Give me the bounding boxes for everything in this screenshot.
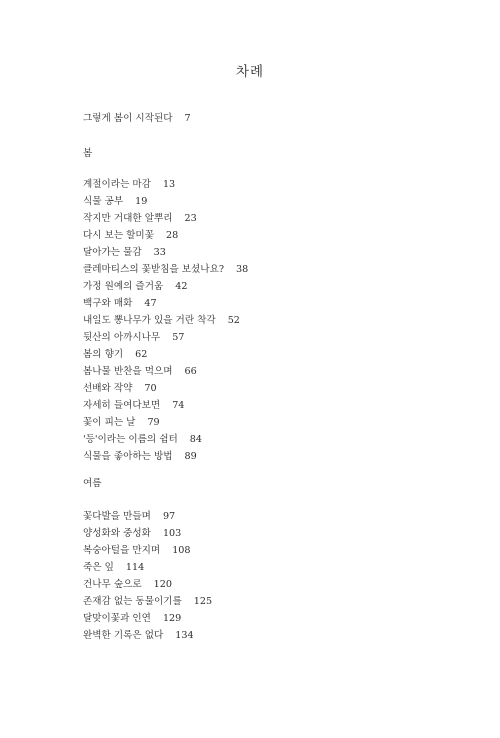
toc-entry-label: '등'이라는 이름의 쉼터 — [83, 434, 178, 445]
toc-entry-page: 70 — [144, 383, 157, 394]
toc-entry-label: 뒷산의 아까시나무 — [83, 332, 161, 343]
toc-entry-page: 57 — [172, 332, 185, 343]
toc-entry-label: 죽은 잎 — [83, 562, 114, 573]
toc-entry — [83, 179, 175, 191]
toc-entry-label: 선배와 작약 — [83, 383, 133, 394]
toc-entry — [83, 579, 172, 591]
toc-entry-page: 52 — [227, 315, 240, 326]
toc-entry — [83, 417, 160, 429]
toc-entry-page: 33 — [153, 247, 166, 258]
toc-entry-label: 가정 원예의 즐거움 — [83, 281, 164, 292]
page-title: 차례 — [235, 64, 265, 80]
toc-entry-page: 114 — [125, 562, 145, 573]
toc-entry — [83, 332, 184, 344]
toc-entry — [83, 315, 240, 327]
toc-entry-label: 클레마티스의 꽃받침을 보셨나요? — [83, 264, 224, 275]
toc-entry-label: 꽃다발을 만들며 — [83, 511, 151, 522]
toc-entry — [83, 596, 212, 608]
toc-entry-page: 74 — [172, 400, 185, 411]
toc-entry-label: 식물을 좋아하는 방법 — [83, 451, 173, 462]
toc-entry-page: 79 — [147, 417, 160, 428]
toc-entry-label: 봄의 향기 — [83, 349, 124, 360]
toc-entry-label: 백구와 매화 — [83, 298, 133, 309]
toc-entry-page: 97 — [162, 511, 176, 522]
toc-entry — [83, 196, 147, 208]
toc-entry-page: 13 — [162, 179, 176, 190]
toc-entry-page: 38 — [236, 264, 249, 275]
toc-entry — [83, 230, 178, 242]
toc-entry-label: 건나무 숲으로 — [83, 579, 142, 590]
toc-entry-label: 계절이라는 마감 — [83, 179, 151, 190]
toc-entry — [83, 613, 181, 625]
toc-entry-page: 120 — [153, 579, 172, 590]
toc-entry — [83, 630, 194, 642]
toc-entry-page: 19 — [135, 196, 148, 207]
toc-entry-page: 125 — [193, 596, 213, 607]
toc-entry — [83, 528, 181, 540]
toc-entry — [83, 562, 144, 574]
toc-entry-page: 129 — [162, 613, 182, 624]
toc-entry-label: 그렇게 봄이 시작된다 — [83, 113, 173, 124]
toc-entry-label: 양성화와 중성화 — [83, 528, 151, 539]
toc-entry — [83, 264, 248, 276]
toc-entry-prologue — [83, 113, 191, 125]
toc-entry-page: 66 — [184, 366, 197, 377]
toc-entry-page: 42 — [175, 281, 188, 292]
section-heading-spring: 봄 — [83, 148, 93, 159]
toc-entry-page: 108 — [172, 545, 191, 556]
toc-entry — [83, 281, 187, 293]
toc-entry-label: 꽃이 피는 날 — [83, 417, 136, 428]
toc-entry — [83, 545, 191, 557]
toc-entry-page: 103 — [162, 528, 182, 539]
toc-entry-page: 7 — [184, 113, 191, 124]
toc-entry-label: 복숭아털을 만지며 — [83, 545, 161, 556]
toc-entry-page: 134 — [175, 630, 194, 641]
toc-entry-page: 84 — [189, 434, 203, 445]
toc-entry — [83, 366, 197, 378]
toc-entry-page: 47 — [144, 298, 157, 309]
toc-entry-label: 내일도 뽕나무가 있을 거란 착각 — [83, 315, 216, 326]
toc-entry — [83, 400, 184, 412]
toc-entry-page: 28 — [165, 230, 179, 241]
toc-entry-label: 식물 공부 — [83, 196, 124, 207]
toc-entry-label: 달맞이꽃과 인연 — [83, 613, 151, 624]
toc-entry-page: 89 — [184, 451, 197, 462]
toc-entry-page: 62 — [135, 349, 148, 360]
toc-entry-page: 23 — [184, 213, 197, 224]
toc-entry-label: 다시 보는 할미꽃 — [83, 230, 154, 241]
toc-entry-label: 자세히 들여다보면 — [83, 400, 161, 411]
toc-entry — [83, 383, 157, 395]
toc-entry-label: 완벽한 기록은 없다 — [83, 630, 164, 641]
section-heading-summer: 여름 — [83, 478, 102, 489]
toc-entry — [83, 349, 147, 361]
toc-entry — [83, 511, 175, 523]
toc-entry — [83, 247, 166, 259]
toc-entry — [83, 434, 202, 446]
toc-entry-label: 달아가는 물감 — [83, 247, 142, 258]
toc-entry-label: 작지만 거대한 알뿌리 — [83, 213, 173, 224]
toc-entry-label: 봄나물 반찬을 먹으며 — [83, 366, 173, 377]
toc-entry — [83, 451, 197, 463]
toc-entry — [83, 298, 157, 310]
toc-entry-label: 존재감 없는 동물이기를 — [83, 596, 182, 607]
toc-entry — [83, 213, 197, 225]
